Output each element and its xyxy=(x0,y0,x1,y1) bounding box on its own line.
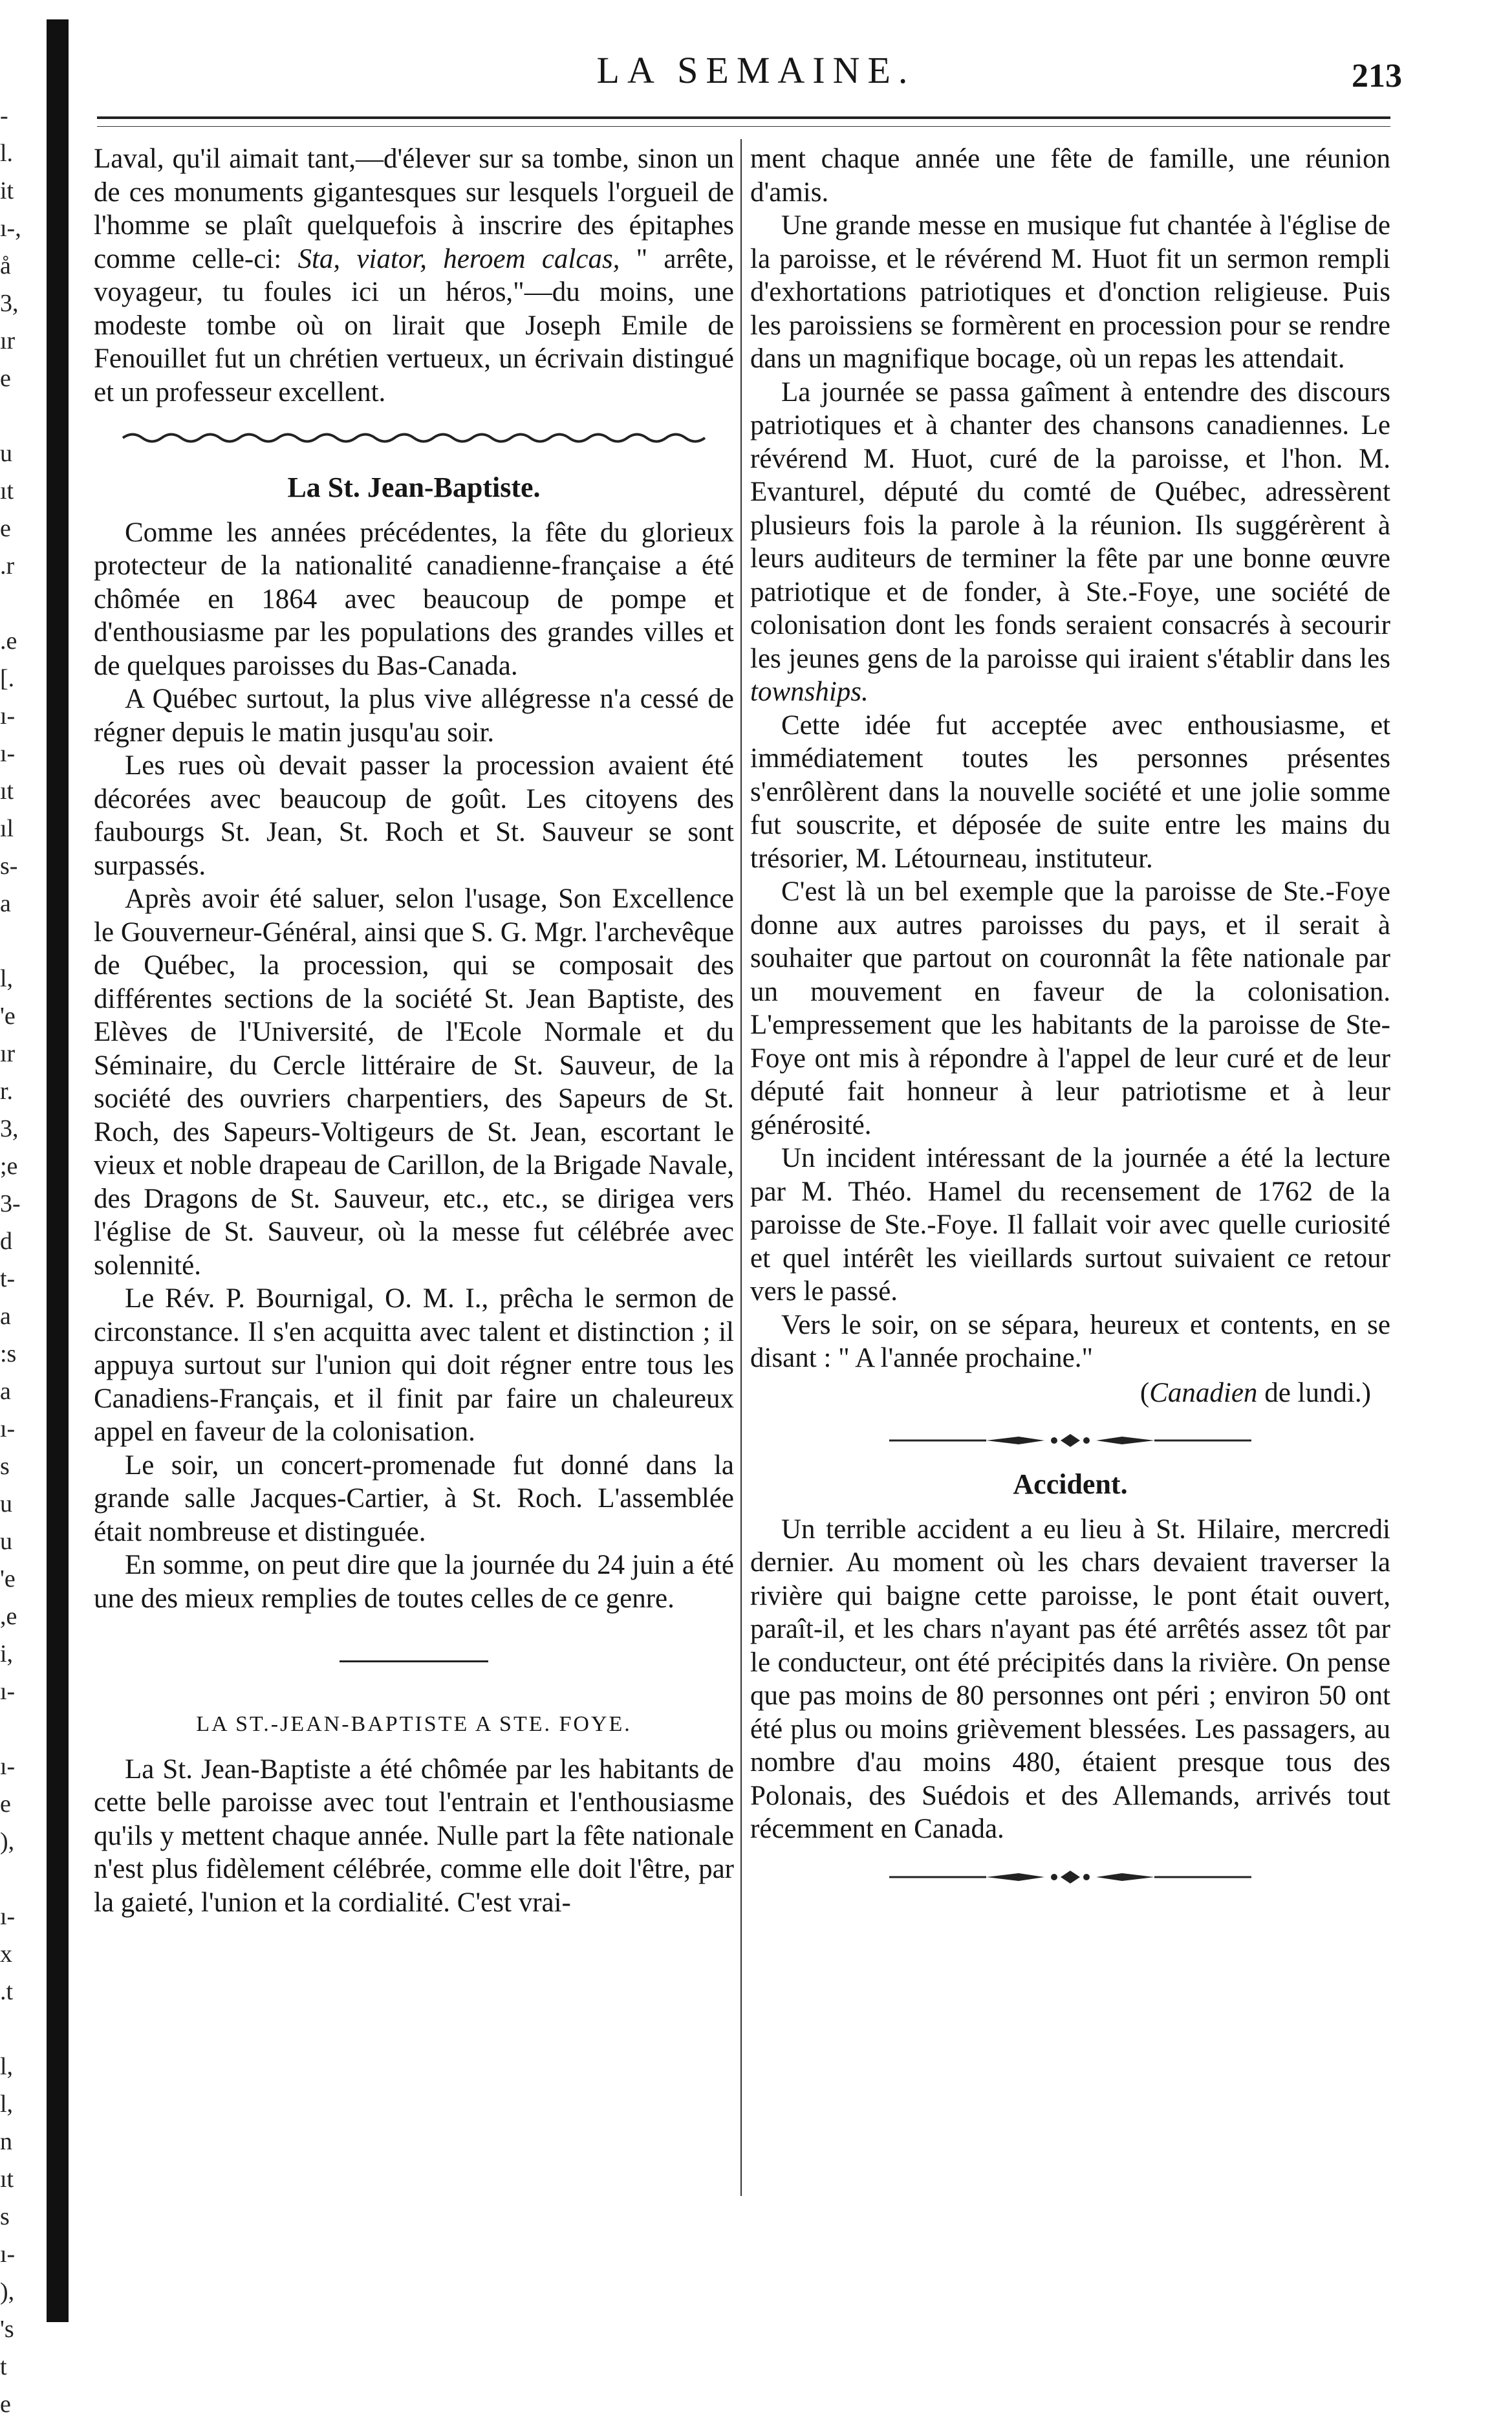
previous-page-fragments: - l. it ı-, å 3, ır e u ıt e .r .e [. ı- ı- ıt ıl s- a l, 'e ır r. 3, ;e 3- d t- a :s a ı- s u u 'e ,e i, ı- ı- e ), ı- x .t l, l, n ıt s ı- ), 's t e xyxy=(0,102,21,2418)
latin-epitaph: Sta, viator, heroem calcas, xyxy=(297,243,620,274)
st-jean-paragraph-4: Après avoir été saluer, selon l'usage, Son Excellence le Gouverneur-Général, ainsi que S. G. Mgr. l'archevêque de Québec, la procession, qui se composait des différentes sections de la société St. Jean Baptiste, des Elèves de l'Université, de l'Ecole Normale et du Séminaire, du Cercle littéraire de St. Sauveur, de la société des ouvriers charpentiers, des Sapeurs de St. Roch, des Sapeurs-Voltigeurs de St. Jean, escortant le vieux et noble drapeau de Carillon, de la Brigade Navale, des Dragons de St. Sauveur, etc., etc., se dirigea vers l'église de St. Sauveur, où la messe fut célébrée avec solennité. xyxy=(94,884,734,1281)
accident-paragraph: Un terrible accident a eu lieu à St. Hilaire, mercredi dernier. Au moment où les chars devaient traverser la rivière qui baigne cette paroisse, le pont était ouvert, paraît-il, et les chars n'ayant pas été arrêtés assez tôt par le conducteur, ont été précipités dans la rivière. On pense que pas moins de 80 personnes ont péri ; environ 50 ont été plus ou moins grièvement blessées. Les passagers, au nombre d'au moins 480, étaient presque tous des Polonais, des Suédois et des Allemands, arrivés tout récemment en Canada. xyxy=(750,1514,1390,1844)
header-rule xyxy=(97,116,1390,119)
section-title-st-jean-baptiste: La St. Jean-Baptiste. xyxy=(287,472,541,503)
intro-paragraph xyxy=(94,142,734,409)
column-divider xyxy=(740,139,742,2196)
st-jean-paragraph-5: Le Rév. P. Bournigal, O. M. I., prêcha le sermon de circonstance. Il s'en acquitta avec talent et distinction ; il appuya surtout sur l'union qui doit régner entre tous les Canadiens-Français, et il finit par faire un chaleureux appel en faveur de la colonisation. xyxy=(94,1283,734,1447)
right-column xyxy=(750,142,1390,1904)
continuation-b-paragraph-2: C'est là un bel exemple que la paroisse de Ste.-Foye donne aux autres paroisses du pays, et il serait à souhaiter que partout on couronnât la fête nationale par un mouvement en faveur de la colonisation. L'empressement que les habitants de la paroisse de Ste-Foye ont mis à répondre à l'appel de leur curé et de leur député fait honneur à leur patriotisme et à leur générosité. xyxy=(750,876,1390,1140)
intro-text-part2: " arrête, voyageur, tu foules ici un héros,"—du moins, une modeste tombe où on lirait que Joseph Emile de Fenouillet fut un chrétien vertueux, un écrivain distingué et un professeur excellent. xyxy=(94,243,735,407)
st-jean-paragraph-3: Les rues où devait passer la procession avaient été décorées avec beaucoup de goût. Les citoyens des faubourgs St. Jean, St. Roch et St. Sauveur se sont surpassés. xyxy=(94,750,734,881)
ornament-separator xyxy=(889,1431,1251,1450)
continuation-b-paragraph-1: Cette idée fut acceptée avec enthousiasme, et immédiatement toutes les personnes présentes s'enrôlèrent dans la nouvelle société et une jolie somme fut souscrite, et déposée de suite entre les mains du trésorier, M. Létourneau, instituteur. xyxy=(750,710,1390,874)
section-title-ste-foye: LA ST.-JEAN-BAPTISTE A STE. FOYE. xyxy=(196,1712,632,1736)
header-rule-thin xyxy=(97,126,1390,127)
source-signature xyxy=(750,1376,1371,1410)
short-rule-separator xyxy=(340,1660,488,1662)
page-number: 213 xyxy=(1352,58,1402,94)
intro-text-part1: Laval, qu'il aimait tant,—d'élever sur sa tombe, sinon un de ces monuments gigantesques sur lesquels l'orgueil de l'homme se plaît quelquefois à inscrire des épitaphes comme celle-ci: xyxy=(94,144,734,274)
continuation-paragraph-2: Une grande messe en musique fut chantée à l'église de la paroisse, et le révérend M. Huot fit un sermon rempli d'exhortations patriotiques et d'onction religieuse. Puis les paroissiens se formèrent en procession pour se rendre dans un magnifique bocage, où un repas les attendait. xyxy=(750,210,1390,374)
st-jean-paragraph-6: Le soir, un concert-promenade fut donné dans la grande salle Jacques-Cartier, à St. Roch. L'assemblée était nombreuse et distinguée. xyxy=(94,1450,734,1547)
section-st-jean-baptiste-body xyxy=(94,516,734,1616)
source-suffix: de lundi.) xyxy=(1257,1377,1371,1408)
binding-edge-bar xyxy=(47,19,69,2322)
source-paper-name: Canadien xyxy=(1149,1377,1258,1408)
st-jean-paragraph-2: A Québec surtout, la plus vive allégresse n'a cessé de régner depuis le matin jusqu'au soir. xyxy=(94,684,734,748)
continuation-b-paragraph-3: Un incident intéressant de la journée a été la lecture par M. Théo. Hamel du recensement de 1762 de la paroisse de Ste.-Foye. Il fallait voir avec quelle curiosité et quel intérêt les vieillards surtout suivaient ce retour vers le passé. xyxy=(750,1143,1390,1307)
continuation-paragraph-3-text: La journée se passa gaîment à entendre des discours patriotiques et à chanter des chansons canadiennes. Le révérend M. Huot, curé de la paroisse, et l'hon. M. Evanturel, député du comté de Québec, adressèrent plusieurs fois la parole à la réunion. Ils suggérèrent à leurs auditeurs de terminer la fête par une bonne œuvre patriotique et de fonder, à Ste.-Foye, une société de colonisation dont les fonds seraient consacrés à secourir les jeunes gens de la paroisse qui iraient s'établir dans les xyxy=(750,376,1390,674)
running-head: LA SEMAINE. xyxy=(596,49,916,91)
continuation-paragraph-3 xyxy=(750,376,1390,709)
continuation-body-b xyxy=(750,709,1390,1375)
section-title-accident: Accident. xyxy=(1013,1468,1128,1500)
townships-word: townships. xyxy=(750,677,869,707)
ste-foye-paragraph: La St. Jean-Baptiste a été chômée par les habitants de cette belle paroisse avec tout l'entrain et l'enthousiasme qu'ils y mettent chaque année. Nulle part la fête nationale n'est plus fidèlement célébrée, comme elle doit l'être, par la gaieté, l'union et la cordialité. C'est vrai- xyxy=(94,1754,734,1918)
wavy-separator xyxy=(123,428,705,448)
left-column xyxy=(94,142,734,1919)
st-jean-paragraph-7: En somme, on peut dire que la journée du 24 juin a été une des mieux remplies de toutes celles de ce genre. xyxy=(94,1550,734,1614)
ornament-separator-end xyxy=(889,1868,1251,1886)
continuation-paragraph-1: ment chaque année une fête de famille, une réunion d'amis. xyxy=(750,144,1390,208)
st-jean-paragraph-1: Comme les années précédentes, la fête du glorieux protecteur de la nationalité canadienne-française a été chômée en 1864 avec beaucoup de pompe et d'enthousiasme par les populations des grandes villes et de quelques paroisses du Bas-Canada. xyxy=(94,517,734,681)
source-open-paren: ( xyxy=(1139,1377,1150,1408)
continuation-b-paragraph-4: Vers le soir, on se sépara, heureux et contents, en se disant : " A l'année prochaine." xyxy=(750,1309,1390,1373)
